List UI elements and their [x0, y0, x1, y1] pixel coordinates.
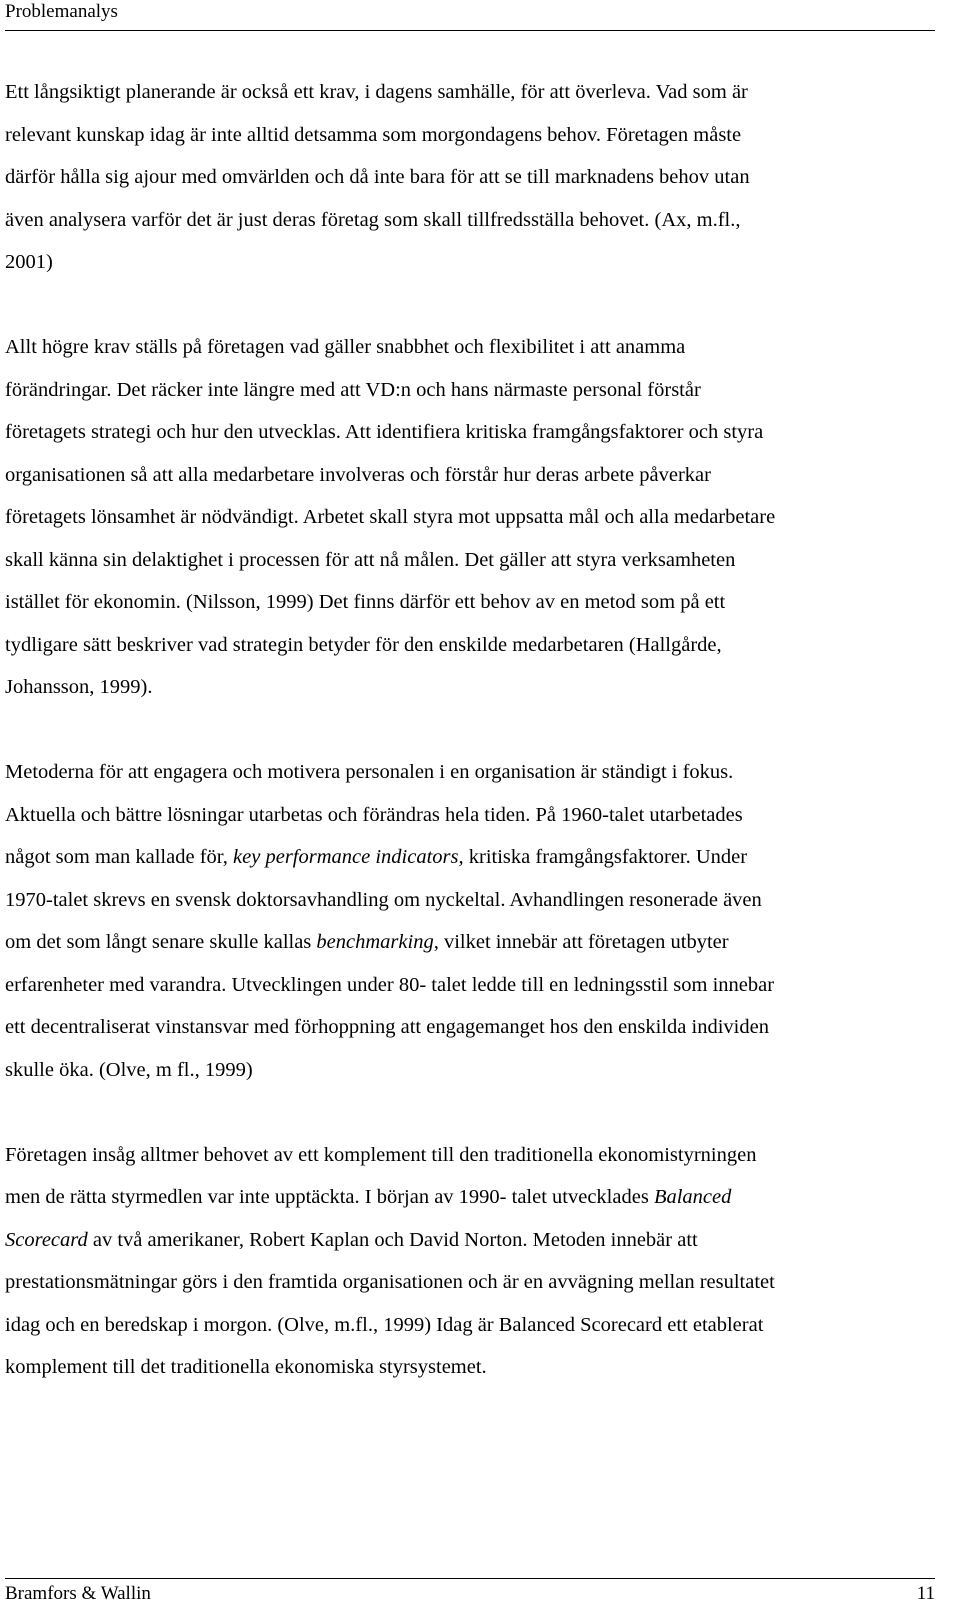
- paragraph-gap: [5, 1091, 935, 1134]
- footer-authors: Bramfors & Wallin: [5, 1583, 151, 1604]
- text-segment: av två amerikaner, Robert Kaplan och David Norton. Metoden innebär att: [87, 1228, 698, 1251]
- text-line: Johansson, 1999).: [5, 676, 153, 698]
- text-line: [5, 1219, 935, 1262]
- header-title: Problemanalys: [5, 1, 118, 22]
- text-line: företagets strategi och hur den utvecklas. Att identifiera kritiska framgångsfaktorer och styra: [5, 421, 764, 443]
- text-line: Allt högre krav ställs på företagen vad gäller snabbhet och flexibilitet i att anamma: [5, 336, 686, 358]
- text-segment: men de rätta styrmedlen var inte upptäckta. I början av 1990- talet utvecklades: [5, 1186, 654, 1208]
- text-line: även analysera varför det är just deras företag som skall tillfredsställa behovet. (Ax, m.fl.,: [5, 208, 741, 231]
- paragraph-gap: [5, 284, 935, 327]
- text-line: prestationsmätningar görs i den framtida organisationen och är en avvägning mellan resultatet: [5, 1271, 775, 1293]
- text-line: 2001): [5, 251, 53, 273]
- paragraph-gap: [5, 709, 935, 752]
- emphasized-term: Balanced: [653, 1186, 732, 1208]
- text-line: erfarenheter med varandra. Utvecklingen under 80- talet ledde till en ledningsstil som innebar: [5, 973, 775, 996]
- page-header: [5, 0, 935, 31]
- emphasized-term: Scorecard: [5, 1228, 88, 1251]
- text-line: relevant kunskap idag är inte alltid detsamma som morgondagens behov. Företagen måste: [5, 123, 742, 146]
- text-line: förändringar. Det räcker inte längre med att VD:n och hans närmaste personal förstår: [5, 378, 701, 401]
- text-line: istället för ekonomin. (Nilsson, 1999) Det finns därför ett behov av en metod som på ett: [5, 591, 726, 613]
- paragraph-3: [5, 751, 935, 1091]
- text-line: skulle öka. (Olve, m fl., 1999): [5, 1058, 253, 1081]
- paragraph-2: [5, 326, 935, 709]
- text-line: skall känna sin delaktighet i processen för att nå målen. Det gäller att styra verksamheten: [5, 548, 736, 571]
- paragraph-4: [5, 1134, 935, 1389]
- page-footer: [5, 1578, 935, 1609]
- text-line: komplement till det traditionella ekonomiska styrsystemet.: [5, 1356, 487, 1378]
- text-line: Metoderna för att engagera och motivera personalen i en organisation är ständigt i fokus.: [5, 761, 734, 783]
- text-segment: vilket innebär att företagen utbyter: [438, 931, 729, 953]
- text-line: [5, 1176, 935, 1219]
- text-line: tydligare sätt beskriver vad strategin betyder för den enskilde medarbetaren (Hallgårde,: [5, 633, 722, 656]
- text-segment: kritiska framgångsfaktorer. Under: [463, 846, 748, 868]
- text-line: [5, 921, 935, 964]
- text-line: idag och en beredskap i morgon. (Olve, m.fl., 1999) Idag är Balanced Scorecard ett etablerat: [5, 1313, 764, 1336]
- text-segment: om det som långt senare skulle kallas: [5, 931, 317, 953]
- text-line: ett decentraliserat vinstansvar med förhoppning att engagemanget hos den enskilda individen: [5, 1016, 769, 1038]
- text-line: Aktuella och bättre lösningar utarbetas och förändras hela tiden. På 1960-talet utarbetades: [5, 803, 743, 826]
- text-line: 1970-talet skrevs en svensk doktorsavhandling om nyckeltal. Avhandlingen resonerade även: [5, 888, 762, 911]
- text-line: Ett långsiktigt planerande är också ett krav, i dagens samhälle, för att överleva. Vad som är: [5, 81, 748, 103]
- text-line: [5, 836, 935, 879]
- text-line: Företagen insåg alltmer behovet av ett komplement till den traditionella ekonomistyrningen: [5, 1143, 757, 1166]
- page-number: 11: [916, 1583, 935, 1604]
- emphasized-term: key performance indicators,: [233, 846, 464, 868]
- paragraph-1: [5, 71, 935, 284]
- text-line: därför hålla sig ajour med omvärlden och då inte bara för att se till marknadens behov utan: [5, 166, 750, 188]
- text-segment: något som man kallade för,: [5, 846, 234, 868]
- emphasized-term: benchmarking,: [316, 931, 439, 953]
- document-body: [5, 71, 935, 1389]
- text-line: organisationen så att alla medarbetare involveras och förstår hur deras arbete påverkar: [5, 463, 711, 486]
- text-line: företagets lönsamhet är nödvändigt. Arbetet skall styra mot uppsatta mål och alla medarbetare: [5, 506, 776, 528]
